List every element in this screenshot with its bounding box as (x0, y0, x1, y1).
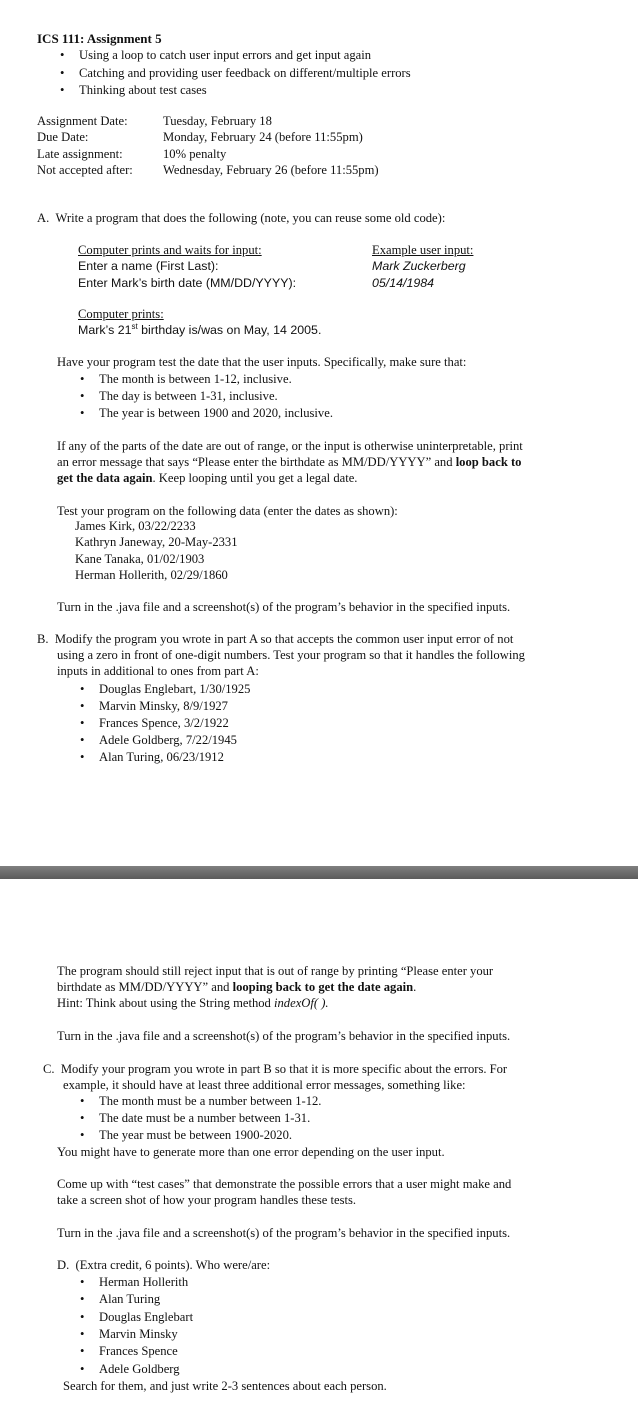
error-message-item: • The year must be between 1900-2020. (99, 1128, 292, 1143)
error-emphasis: loop back to (455, 455, 522, 469)
check-item: • The year is between 1900 and 2020, inclusive. (99, 406, 333, 421)
person-item: • Herman Hollerith (99, 1275, 188, 1290)
date-value: Wednesday, February 26 (before 11:55pm) (163, 163, 379, 177)
page-title: ICS 111: Assignment 5 (37, 31, 162, 46)
program-output (78, 322, 321, 338)
person-item: • Douglas Englebart (99, 1310, 193, 1325)
testdata-item: James Kirk, 03/22/2233 (75, 519, 196, 533)
output-text-start: Mark’s 21 (78, 323, 132, 337)
example-input-name: Mark Zuckerberg (372, 259, 466, 273)
page-divider (0, 866, 638, 879)
error-paragraph-line (57, 455, 521, 470)
prompt-birthdate: Enter Mark’s birth date (MM/DD/YYYY): (78, 276, 297, 290)
date-value: Tuesday, February 18 (163, 114, 272, 128)
error-message-item: • The month must be a number between 1-12. (99, 1094, 321, 1109)
reject-paragraph-line (57, 980, 416, 995)
part-b-line: using a zero in front of one-digit numbers. Test your program so that it handles the following (57, 648, 525, 662)
part-b-input-item: • Douglas Englebart, 1/30/1925 (99, 682, 250, 697)
testdata-intro: Test your program on the following data (enter the dates as shown): (57, 504, 398, 518)
prints-header: Computer prints: (78, 307, 164, 321)
output-text-end: birthday is/was on May, 14 2005. (137, 323, 322, 337)
part-b-input-item: • Frances Spence, 3/2/1922 (99, 716, 229, 731)
person-item: • Adele Goldberg (99, 1362, 180, 1377)
part-b-line: inputs in additional to ones from part A: (57, 664, 259, 678)
check-item: • The day is between 1-31, inclusive. (99, 389, 278, 404)
part-b-input-item: • Marvin Minsky, 8/9/1927 (99, 699, 228, 714)
error-paragraph-line: If any of the parts of the date are out of range, or the input is otherwise uninterpretable, print (57, 439, 523, 453)
part-c-turnin: Turn in the .java file and a screenshot(s) of the program’s behavior in the specified inputs. (57, 1226, 511, 1240)
check-item: • The month is between 1-12, inclusive. (99, 372, 292, 387)
test-intro: Have your program test the date that the user inputs. Specifically, make sure that: (57, 355, 467, 369)
error-emphasis: get the data again (57, 471, 153, 485)
date-label: Assignment Date: (37, 114, 128, 128)
part-d-instruction: Search for them, and just write 2-3 sentences about each person. (63, 1379, 387, 1393)
goal-item: • Thinking about test cases (79, 83, 207, 98)
example-input-date: 05/14/1984 (372, 276, 435, 290)
part-c-line: C. Modify your program you wrote in part B so that it is more specific about the errors. For (43, 1062, 508, 1076)
test-cases-line: Come up with “test cases” that demonstrate the possible errors that a user might make and (57, 1177, 512, 1191)
error-message-item: • The date must be a number between 1-31. (99, 1111, 310, 1126)
person-item: • Alan Turing (99, 1292, 160, 1307)
part-a-heading: A. Write a program that does the following (note, you can reuse some old code): (37, 211, 446, 225)
date-value: 10% penalty (163, 147, 227, 161)
date-label: Late assignment: (37, 147, 123, 161)
test-cases-line: take a screen shot of how your program handles these tests. (57, 1193, 357, 1207)
prompt-name: Enter a name (First Last): (78, 259, 219, 273)
error-text: an error message that says “Please enter the birthdate as MM/DD/YYYY” and (57, 455, 456, 469)
part-a-turnin: Turn in the .java file and a screenshot(s) of the program’s behavior in the specified inputs. (57, 600, 511, 614)
part-b-input-item: • Adele Goldberg, 7/22/1945 (99, 733, 237, 748)
input-column-header: Example user input: (372, 243, 474, 257)
date-label: Due Date: (37, 130, 89, 144)
testdata-item: Kathryn Janeway, 20-May-2331 (75, 535, 238, 549)
hint-line (57, 996, 329, 1011)
hint-method: indexOf( ). (274, 996, 329, 1010)
part-c-line: example, it should have at least three additional error messages, something like: (63, 1078, 466, 1092)
reject-text: birthdate as MM/DD/YYYY” and (57, 980, 233, 994)
person-item: • Marvin Minsky (99, 1327, 178, 1342)
part-d-heading: D. (Extra credit, 6 points). Who were/are: (57, 1258, 271, 1272)
person-item: • Frances Spence (99, 1344, 178, 1359)
goal-item: • Using a loop to catch user input errors and get input again (79, 48, 371, 63)
part-b-input-item: • Alan Turing, 06/23/1912 (99, 750, 224, 765)
reject-paragraph-line: The program should still reject input that is out of range by printing “Please enter your (57, 964, 494, 978)
hint-text: Hint: Think about using the String method (57, 996, 275, 1010)
error-text: . Keep looping until you get a legal date. (152, 471, 358, 485)
error-paragraph-line (57, 471, 357, 486)
ordinal-suffix: st (131, 322, 138, 331)
more-errors-note: You might have to generate more than one error depending on the user input. (57, 1145, 445, 1159)
testdata-item: Herman Hollerith, 02/29/1860 (75, 568, 228, 582)
testdata-item: Kane Tanaka, 01/02/1903 (75, 552, 205, 566)
prompt-column-header: Computer prints and waits for input: (78, 243, 262, 257)
part-b-turnin: Turn in the .java file and a screenshot(s) of the program’s behavior in the specified inputs. (57, 1029, 511, 1043)
reject-text: . (413, 980, 417, 994)
goal-item: • Catching and providing user feedback on different/multiple errors (79, 66, 411, 81)
date-value: Monday, February 24 (before 11:55pm) (163, 130, 363, 144)
part-b-line: B. Modify the program you wrote in part A so that accepts the common user input error of not (37, 632, 514, 646)
reject-emphasis: looping back to get the date again (232, 980, 414, 994)
date-label: Not accepted after: (37, 163, 133, 177)
